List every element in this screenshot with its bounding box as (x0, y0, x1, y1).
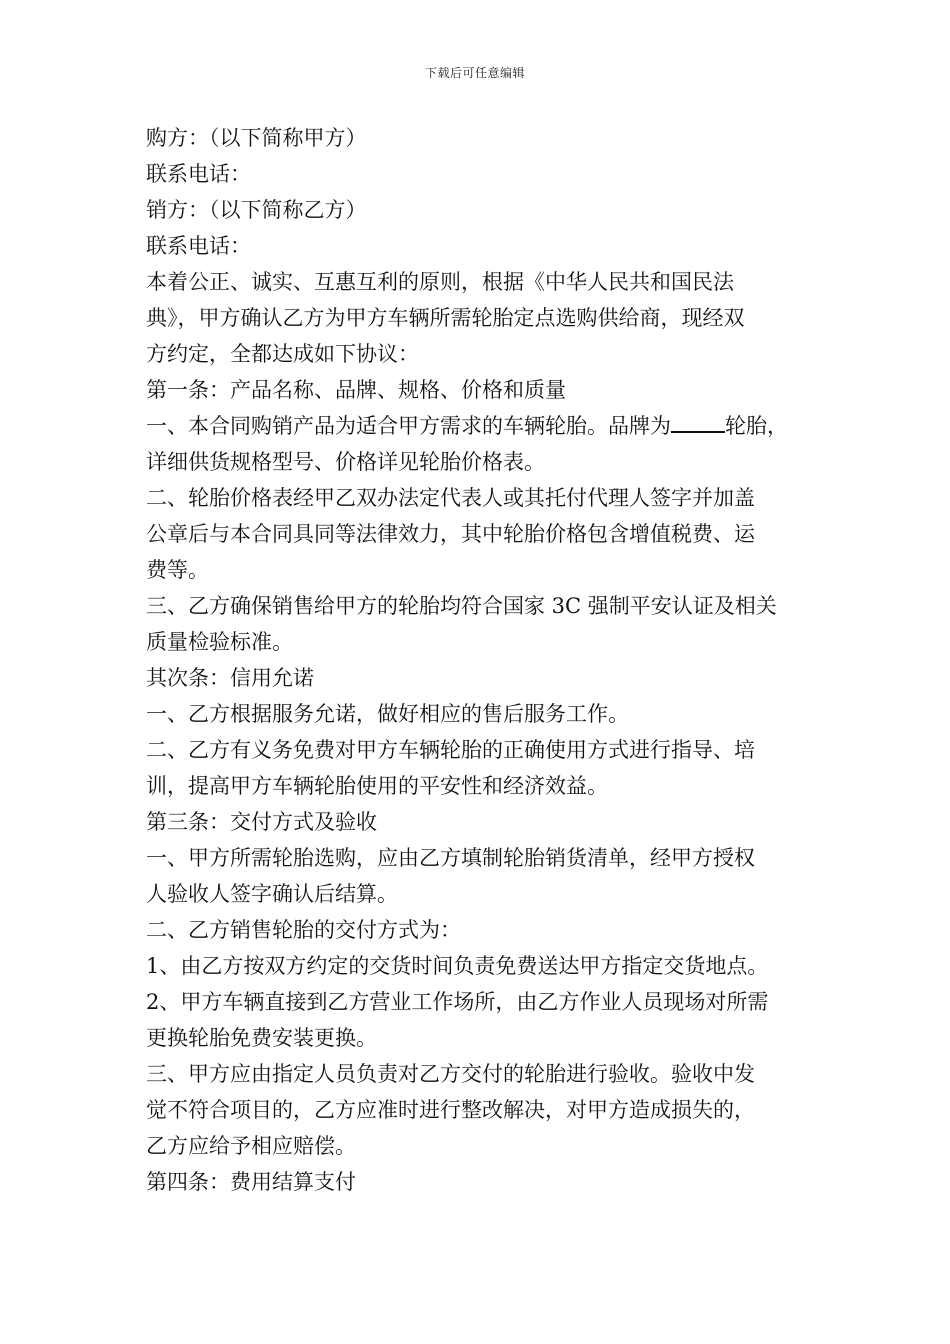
page-header-note: 下载后可任意编辑 (424, 66, 525, 80)
article-3-clause-3-line-3: 乙方应给予相应赔偿。 (146, 1134, 356, 1158)
article-2-clause-1: 一、乙方根据服务允诺，做好相应的售后服务工作。 (146, 702, 629, 726)
article-4-heading: 第四条：费用结算支付 (146, 1170, 356, 1194)
seller-line: 销方：（以下简称乙方） (146, 198, 367, 222)
article-1-heading: 第一条：产品名称、品牌、规格、价格和质量 (146, 378, 566, 402)
article-2-clause-2-line-1: 二、乙方有义务免费对甲方车辆轮胎的正确使用方式进行指导、培 (146, 738, 755, 762)
article-1-clause-1-line-1 (146, 408, 818, 444)
seller-phone-line: 联系电话： (146, 234, 251, 258)
preamble-line-3: 方约定，全都达成如下协议： (146, 342, 419, 366)
article-1-clause-3-line-2: 质量检验标准。 (146, 630, 293, 654)
article-3-clause-2: 二、乙方销售轮胎的交付方式为： (146, 918, 461, 942)
article-1-clause-3-line-1: 三、乙方确保销售给甲方的轮胎均符合国家 3C 强制平安认证及相关 (146, 594, 777, 618)
article-3-heading: 第三条：交付方式及验收 (146, 810, 377, 834)
article-1-clause-2-line-2: 公章后与本合同具同等法律效力，其中轮胎价格包含增值税费、运 (146, 522, 755, 546)
clause-text-tail: 轮胎， (725, 414, 788, 438)
article-2-heading: 其次条：信用允诺 (146, 666, 314, 690)
article-3-item-1: 1、由乙方按双方约定的交货时间负责免费送达甲方指定交货地点。 (146, 954, 769, 978)
brand-blank-underline (671, 411, 725, 433)
article-3-item-2-line-2: 更换轮胎免费安装更换。 (146, 1026, 377, 1050)
article-1-clause-2-line-1: 二、轮胎价格表经甲乙双办法定代表人或其托付代理人签字并加盖 (146, 486, 755, 510)
contract-body (146, 120, 818, 1200)
preamble-line-1: 本着公正、诚实、互惠互利的原则，根据《中华人民共和国民法 (146, 270, 734, 294)
article-1-clause-1-line-2: 详细供货规格型号、价格详见轮胎价格表。 (146, 450, 545, 474)
preamble-line-2: 典》，甲方确认乙方为甲方车辆所需轮胎定点选购供给商，现经双 (146, 306, 745, 330)
article-2-clause-2-line-2: 训，提高甲方车辆轮胎使用的平安性和经济效益。 (146, 774, 608, 798)
buyer-line: 购方：（以下简称甲方） (146, 126, 367, 150)
article-3-clause-3-line-1: 三、甲方应由指定人员负责对乙方交付的轮胎进行验收。验收中发 (146, 1062, 755, 1086)
article-3-clause-3-line-2: 觉不符合项目的，乙方应准时进行整改解决，对甲方造成损失的， (146, 1098, 755, 1122)
article-1-clause-2-line-3: 费等。 (146, 558, 209, 582)
clause-text: 一、本合同购销产品为适合甲方需求的车辆轮胎。品牌为 (146, 414, 671, 438)
article-3-item-2-line-1: 2、甲方车辆直接到乙方营业工作场所，由乙方作业人员现场对所需 (146, 990, 769, 1014)
article-3-clause-1-line-2: 人验收人签字确认后结算。 (146, 882, 398, 906)
article-3-clause-1-line-1: 一、甲方所需轮胎选购，应由乙方填制轮胎销货清单，经甲方授权 (146, 846, 755, 870)
buyer-phone-line: 联系电话： (146, 162, 251, 186)
